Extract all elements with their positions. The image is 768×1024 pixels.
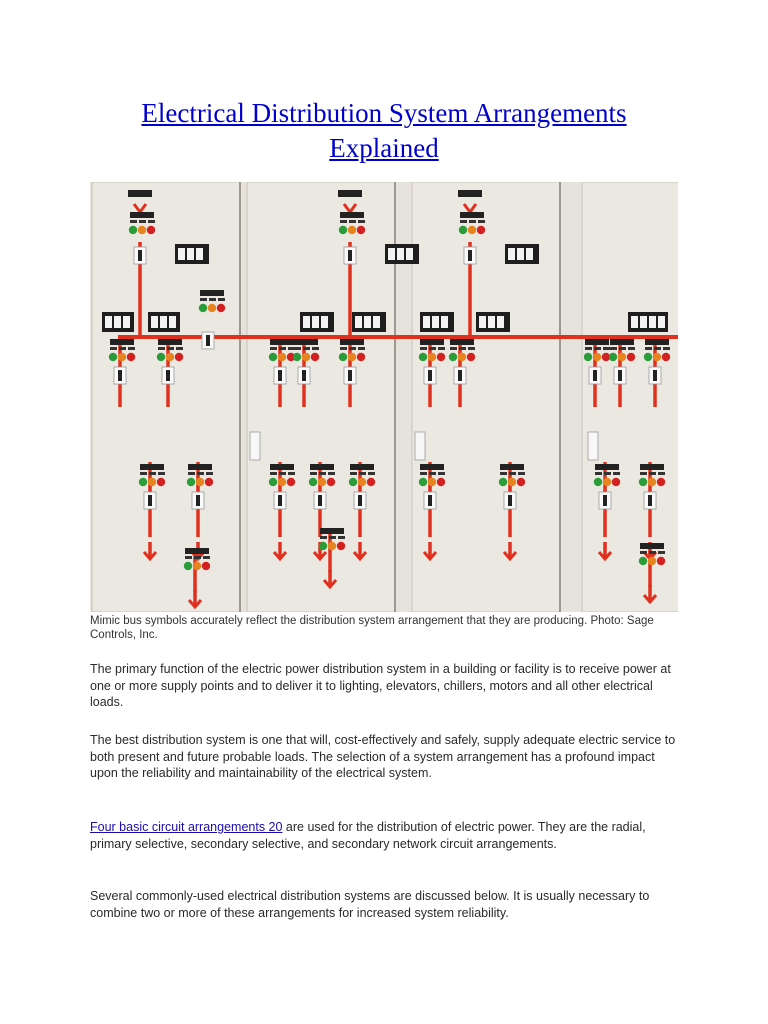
indicator-light bbox=[166, 353, 174, 361]
nameplate-label bbox=[294, 339, 318, 345]
indicator-light bbox=[139, 478, 147, 486]
control-switch-handle bbox=[468, 250, 472, 261]
nameplate-label bbox=[185, 548, 209, 554]
meter-window bbox=[406, 248, 413, 260]
indicator-light bbox=[148, 478, 156, 486]
meter-window bbox=[105, 316, 112, 328]
nameplate-label bbox=[200, 290, 224, 296]
indicator-label bbox=[270, 472, 277, 475]
control-switch-handle bbox=[138, 250, 142, 261]
control-switch-handle bbox=[302, 370, 306, 381]
indicator-label bbox=[128, 347, 135, 350]
meter-window bbox=[321, 316, 328, 328]
nameplate-label bbox=[420, 339, 444, 345]
meter-window bbox=[169, 316, 176, 328]
control-switch-handle bbox=[196, 495, 200, 506]
indicator-label bbox=[359, 472, 366, 475]
indicator-label bbox=[279, 347, 286, 350]
incomer-nameplate bbox=[338, 190, 362, 197]
indicator-label bbox=[610, 347, 617, 350]
indicator-label bbox=[594, 347, 601, 350]
meter-window bbox=[631, 316, 638, 328]
photo-caption: Mimic bus symbols accurately reflect the distribution system arrangement that they are producing. Photo: Sage Controls, Inc. bbox=[90, 615, 654, 641]
indicator-label bbox=[328, 472, 335, 475]
meter-window bbox=[388, 248, 395, 260]
indicator-light bbox=[648, 557, 656, 565]
indicator-label bbox=[603, 347, 610, 350]
indicator-label bbox=[509, 472, 516, 475]
indicator-label bbox=[149, 472, 156, 475]
indicator-light bbox=[428, 353, 436, 361]
indicator-light bbox=[657, 557, 665, 565]
nameplate-label bbox=[158, 339, 182, 345]
indicator-light bbox=[337, 542, 345, 550]
control-switch-handle bbox=[603, 495, 607, 506]
indicator-label bbox=[645, 347, 652, 350]
indicator-light bbox=[349, 478, 357, 486]
indicator-label bbox=[310, 472, 317, 475]
switchgear-mimic-panel-photo bbox=[90, 182, 678, 612]
indicator-label bbox=[288, 347, 295, 350]
indicator-light bbox=[348, 226, 356, 234]
indicator-label bbox=[320, 536, 327, 539]
indicator-light bbox=[428, 478, 436, 486]
indicator-light bbox=[517, 478, 525, 486]
indicator-light bbox=[318, 478, 326, 486]
indicator-label bbox=[654, 347, 661, 350]
indicator-light bbox=[508, 478, 516, 486]
indicator-label bbox=[218, 298, 225, 301]
indicator-light bbox=[175, 353, 183, 361]
indicator-label bbox=[158, 347, 165, 350]
indicator-light bbox=[187, 478, 195, 486]
indicator-label bbox=[420, 472, 427, 475]
indicator-light bbox=[339, 226, 347, 234]
meter-window bbox=[441, 316, 448, 328]
meter-window bbox=[364, 316, 371, 328]
indicator-light bbox=[458, 353, 466, 361]
indicator-light bbox=[609, 353, 617, 361]
indicator-label bbox=[312, 347, 319, 350]
meter-window bbox=[508, 248, 515, 260]
indicator-light bbox=[639, 478, 647, 486]
indicator-light bbox=[208, 304, 216, 312]
indicator-label bbox=[358, 347, 365, 350]
indicator-label bbox=[640, 472, 647, 475]
meter-window bbox=[123, 316, 130, 328]
nameplate-label bbox=[350, 464, 374, 470]
indicator-light bbox=[184, 562, 192, 570]
paragraph-four-arrangements-text: are used for the distribution of electric power. They are the radial, primary selective, secondary selective, and secondary network circuit arrangements. bbox=[90, 820, 646, 851]
control-switch-handle bbox=[653, 370, 657, 381]
indicator-light bbox=[367, 478, 375, 486]
indicator-light bbox=[327, 478, 335, 486]
control-switch-handle bbox=[458, 370, 462, 381]
indicator-label bbox=[350, 472, 357, 475]
meter-window bbox=[488, 316, 495, 328]
indicator-light bbox=[202, 562, 210, 570]
indicator-light bbox=[129, 226, 137, 234]
indicator-label bbox=[358, 220, 365, 223]
control-switch-handle bbox=[166, 370, 170, 381]
indicator-light bbox=[309, 478, 317, 486]
indicator-light bbox=[319, 542, 327, 550]
control-switch-handle bbox=[278, 495, 282, 506]
nameplate-label bbox=[640, 543, 664, 549]
indicator-label bbox=[585, 347, 592, 350]
meter-window bbox=[526, 248, 533, 260]
indicator-light bbox=[278, 478, 286, 486]
indicator-light bbox=[311, 353, 319, 361]
meter-window bbox=[423, 316, 430, 328]
control-switch-handle bbox=[348, 370, 352, 381]
indicator-label bbox=[438, 347, 445, 350]
indicator-light bbox=[328, 542, 336, 550]
indicator-light bbox=[477, 226, 485, 234]
meter-window bbox=[658, 316, 665, 328]
indicator-label bbox=[649, 551, 656, 554]
control-switch-handle bbox=[428, 495, 432, 506]
meter-window bbox=[114, 316, 121, 328]
indicator-light bbox=[199, 304, 207, 312]
control-switch-handle bbox=[148, 495, 152, 506]
indicator-label bbox=[338, 536, 345, 539]
indicator-label bbox=[288, 472, 295, 475]
indicator-light bbox=[339, 353, 347, 361]
indicator-light bbox=[127, 353, 135, 361]
indicator-label bbox=[270, 347, 277, 350]
indicator-light bbox=[618, 353, 626, 361]
indicator-label bbox=[429, 472, 436, 475]
indicator-label bbox=[429, 347, 436, 350]
indicator-label bbox=[460, 220, 467, 223]
indicator-label bbox=[500, 472, 507, 475]
indicator-label bbox=[197, 472, 204, 475]
nameplate-label bbox=[188, 464, 212, 470]
paragraph-best-system: The best distribution system is one that will, cost-effectively and safely, supply adequate electric service to both present and future probable loads. The selection of a system arrangement has a profound impact upon the reliability and maintainability of the electrical system. bbox=[90, 733, 676, 780]
indicator-label bbox=[640, 551, 647, 554]
indicator-label bbox=[595, 472, 602, 475]
indicator-label bbox=[658, 472, 665, 475]
indicator-light bbox=[269, 478, 277, 486]
door-handle bbox=[250, 432, 260, 460]
door-handle bbox=[588, 432, 598, 460]
indicator-label bbox=[110, 347, 117, 350]
indicator-light bbox=[644, 353, 652, 361]
nameplate-label bbox=[270, 339, 294, 345]
indicator-label bbox=[140, 472, 147, 475]
indicator-light bbox=[657, 478, 665, 486]
indicator-label bbox=[200, 298, 207, 301]
control-switch-handle bbox=[593, 370, 597, 381]
indicator-label bbox=[188, 472, 195, 475]
incomer-nameplate bbox=[458, 190, 482, 197]
nameplate-label bbox=[500, 464, 524, 470]
control-switch-handle bbox=[358, 495, 362, 506]
door-handle bbox=[415, 432, 425, 460]
indicator-light bbox=[593, 353, 601, 361]
indicator-light bbox=[157, 353, 165, 361]
meter-window bbox=[649, 316, 656, 328]
meter-window bbox=[303, 316, 310, 328]
control-switch-handle bbox=[118, 370, 122, 381]
cabinet-door bbox=[92, 182, 240, 612]
indicator-label bbox=[628, 347, 635, 350]
indicator-light bbox=[612, 478, 620, 486]
meter-window bbox=[312, 316, 319, 328]
indicator-label bbox=[420, 347, 427, 350]
nameplate-label bbox=[140, 464, 164, 470]
nameplate-label bbox=[110, 339, 134, 345]
nameplate-label bbox=[640, 464, 664, 470]
indicator-label bbox=[469, 220, 476, 223]
indicator-label bbox=[209, 298, 216, 301]
indicator-label bbox=[329, 536, 336, 539]
indicator-light bbox=[594, 478, 602, 486]
nameplate-label bbox=[320, 528, 344, 534]
paragraph-four-arrangements bbox=[90, 819, 680, 852]
nameplate-label bbox=[610, 339, 634, 345]
indicator-light bbox=[269, 353, 277, 361]
indicator-label bbox=[119, 347, 126, 350]
meter-window bbox=[432, 316, 439, 328]
indicator-light bbox=[639, 557, 647, 565]
page-title[interactable]: Electrical Distribution System Arrangements Explained bbox=[141, 98, 627, 163]
indicator-light bbox=[109, 353, 117, 361]
meter-window bbox=[178, 248, 185, 260]
indicator-light bbox=[459, 226, 467, 234]
meter-window bbox=[151, 316, 158, 328]
indicator-label bbox=[468, 347, 475, 350]
indicator-light bbox=[193, 562, 201, 570]
control-switch-handle bbox=[618, 370, 622, 381]
nameplate-label bbox=[340, 212, 364, 218]
meter-window bbox=[160, 316, 167, 328]
indicator-label bbox=[604, 472, 611, 475]
meter-window bbox=[497, 316, 504, 328]
nameplate-label bbox=[130, 212, 154, 218]
indicator-light bbox=[358, 478, 366, 486]
meter-window bbox=[517, 248, 524, 260]
meter-window bbox=[355, 316, 362, 328]
indicator-light bbox=[499, 478, 507, 486]
nameplate-label bbox=[310, 464, 334, 470]
indicator-label bbox=[167, 347, 174, 350]
indicator-label bbox=[279, 472, 286, 475]
indicator-label bbox=[349, 220, 356, 223]
meter-window bbox=[187, 248, 194, 260]
meter-window bbox=[640, 316, 647, 328]
nameplate-label bbox=[595, 464, 619, 470]
indicator-light bbox=[653, 353, 661, 361]
control-switch-handle bbox=[428, 370, 432, 381]
indicator-label bbox=[613, 472, 620, 475]
indicator-light bbox=[603, 478, 611, 486]
indicator-label bbox=[518, 472, 525, 475]
indicator-label bbox=[303, 347, 310, 350]
control-switch-handle bbox=[508, 495, 512, 506]
indicator-label bbox=[459, 347, 466, 350]
nameplate-label bbox=[645, 339, 669, 345]
nameplate-label bbox=[420, 464, 444, 470]
indicator-light bbox=[449, 353, 457, 361]
meter-window bbox=[373, 316, 380, 328]
mimic-panel-drawing bbox=[90, 182, 678, 612]
indicator-label bbox=[340, 220, 347, 223]
indicator-light bbox=[196, 478, 204, 486]
paragraph-primary-function: The primary function of the electric power distribution system in a building or facility is to receive power at one or more supply points and to deliver it to lighting, elevators, chillers, motors and all other electrical loads. bbox=[90, 662, 671, 709]
indicator-light bbox=[419, 353, 427, 361]
indicator-light bbox=[437, 353, 445, 361]
control-switch-handle bbox=[348, 250, 352, 261]
indicator-label bbox=[450, 347, 457, 350]
indicator-light bbox=[437, 478, 445, 486]
nameplate-label bbox=[340, 339, 364, 345]
circuit-arrangements-link[interactable]: Four basic circuit arrangements 20 bbox=[90, 820, 283, 834]
control-switch-handle bbox=[648, 495, 652, 506]
indicator-label bbox=[294, 347, 301, 350]
indicator-label bbox=[185, 556, 192, 559]
indicator-light bbox=[217, 304, 225, 312]
control-switch-handle bbox=[278, 370, 282, 381]
indicator-light bbox=[662, 353, 670, 361]
indicator-label bbox=[349, 347, 356, 350]
indicator-label bbox=[203, 556, 210, 559]
indicator-label bbox=[148, 220, 155, 223]
indicator-label bbox=[158, 472, 165, 475]
indicator-label bbox=[194, 556, 201, 559]
indicator-light bbox=[278, 353, 286, 361]
indicator-label bbox=[206, 472, 213, 475]
indicator-light bbox=[302, 353, 310, 361]
indicator-light bbox=[648, 478, 656, 486]
indicator-label bbox=[319, 472, 326, 475]
nameplate-label bbox=[270, 464, 294, 470]
indicator-light bbox=[157, 478, 165, 486]
indicator-label bbox=[368, 472, 375, 475]
indicator-label bbox=[663, 347, 670, 350]
paragraph-combined-systems: Several commonly-used electrical distribution systems are discussed below. It is usually necessary to combine two or more of these arrangements for increased system reliability. bbox=[90, 889, 650, 920]
meter-window bbox=[196, 248, 203, 260]
indicator-label bbox=[130, 220, 137, 223]
indicator-light bbox=[584, 353, 592, 361]
meter-window bbox=[397, 248, 404, 260]
indicator-light bbox=[467, 353, 475, 361]
incomer-nameplate bbox=[128, 190, 152, 197]
indicator-light bbox=[627, 353, 635, 361]
indicator-light bbox=[118, 353, 126, 361]
indicator-light bbox=[357, 226, 365, 234]
indicator-light bbox=[357, 353, 365, 361]
nameplate-label bbox=[460, 212, 484, 218]
indicator-light bbox=[348, 353, 356, 361]
indicator-light bbox=[468, 226, 476, 234]
control-switch-handle bbox=[318, 495, 322, 506]
indicator-light bbox=[205, 478, 213, 486]
nameplate-label bbox=[585, 339, 609, 345]
indicator-label bbox=[139, 220, 146, 223]
indicator-label bbox=[340, 347, 347, 350]
indicator-light bbox=[138, 226, 146, 234]
control-switch-handle bbox=[206, 335, 210, 346]
indicator-label bbox=[649, 472, 656, 475]
indicator-label bbox=[438, 472, 445, 475]
indicator-light bbox=[293, 353, 301, 361]
indicator-light bbox=[287, 478, 295, 486]
indicator-light bbox=[419, 478, 427, 486]
indicator-label bbox=[658, 551, 665, 554]
indicator-label bbox=[619, 347, 626, 350]
indicator-label bbox=[176, 347, 183, 350]
meter-window bbox=[479, 316, 486, 328]
indicator-label bbox=[478, 220, 485, 223]
nameplate-label bbox=[450, 339, 474, 345]
indicator-light bbox=[147, 226, 155, 234]
